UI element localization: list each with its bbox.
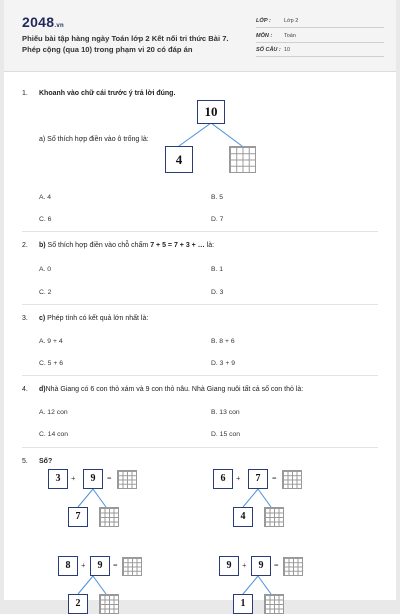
addend-box: 9 xyxy=(219,556,239,576)
question-text: Khoanh vào chữ cái trước ý trả lời đúng. xyxy=(39,90,176,97)
answer-grid[interactable] xyxy=(122,557,142,576)
q1-left-box: 4 xyxy=(165,146,193,173)
q1-option-a[interactable]: A. 4 xyxy=(39,194,52,201)
subquestion-text: a) Số thích hợp điền vào ô trống là: xyxy=(39,136,149,143)
q4-option-d[interactable]: D. 15 con xyxy=(211,431,241,438)
q3-option-d[interactable]: D. 3 + 9 xyxy=(211,360,235,367)
split-box: 1 xyxy=(233,594,253,614)
question-text: b) Số thích hợp điền vào chỗ chấm 7 + 5 = 7 + 3 + … là: xyxy=(39,242,215,249)
count-label: SỐ CÂU : xyxy=(256,47,281,53)
addend-box: 9 xyxy=(83,469,103,489)
equals-sign: = xyxy=(113,561,118,570)
plus-sign: + xyxy=(242,561,247,570)
q4-option-c[interactable]: C. 14 con xyxy=(39,431,69,438)
class-label: LỚP : xyxy=(256,18,271,24)
plus-sign: + xyxy=(81,561,86,570)
worksheet-page xyxy=(4,0,396,609)
count-value: 10 xyxy=(284,47,291,53)
split-answer-grid[interactable] xyxy=(264,507,284,527)
q2-option-d[interactable]: D. 3 xyxy=(211,289,224,296)
split-answer-grid[interactable] xyxy=(99,594,119,614)
equals-sign: = xyxy=(272,474,277,483)
q3-option-b[interactable]: B. 8 + 6 xyxy=(211,338,235,345)
q3-option-a[interactable]: A. 9 + 4 xyxy=(39,338,63,345)
question-number: 5. xyxy=(22,458,28,465)
class-value: Lớp 2 xyxy=(284,18,299,24)
q4-option-b[interactable]: B. 13 con xyxy=(211,409,240,416)
split-box: 4 xyxy=(233,507,253,527)
subject-label: MÔN : xyxy=(256,33,273,39)
q2-option-b[interactable]: B. 1 xyxy=(211,266,224,273)
question-number: 1. xyxy=(22,90,28,97)
addend-box: 9 xyxy=(251,556,271,576)
split-box: 2 xyxy=(68,594,88,614)
q1-option-b[interactable]: B. 5 xyxy=(211,194,224,201)
q1-option-d[interactable]: D. 7 xyxy=(211,216,224,223)
addend-box: 7 xyxy=(248,469,268,489)
q1-top-box: 10 xyxy=(197,100,225,124)
question-number: 2. xyxy=(22,242,28,249)
q2-option-a[interactable]: A. 0 xyxy=(39,266,52,273)
site-logo[interactable]: 2048.vn xyxy=(22,14,64,30)
split-answer-grid[interactable] xyxy=(99,507,119,527)
addend-box: 6 xyxy=(213,469,233,489)
addend-box: 9 xyxy=(90,556,110,576)
q1-option-c[interactable]: C. 6 xyxy=(39,216,52,223)
equals-sign: = xyxy=(274,561,279,570)
split-answer-grid[interactable] xyxy=(264,594,284,614)
addend-box: 8 xyxy=(58,556,78,576)
answer-grid[interactable] xyxy=(282,470,302,489)
question-number: 3. xyxy=(22,315,28,322)
plus-sign: + xyxy=(71,474,76,483)
answer-grid[interactable] xyxy=(117,470,137,489)
question-text: c) Phép tính có kết quả lớn nhất là: xyxy=(39,315,149,322)
plus-sign: + xyxy=(236,474,241,483)
equals-sign: = xyxy=(107,474,112,483)
split-box: 7 xyxy=(68,507,88,527)
question-text: Số? xyxy=(39,458,53,465)
q3-option-c[interactable]: C. 5 + 6 xyxy=(39,360,63,367)
subject-value: Toán xyxy=(284,33,296,39)
title-line-1: Phiếu bài tập hàng ngày Toán lớp 2 Kết nối tri thức Bài 7. xyxy=(22,34,229,43)
q4-option-a[interactable]: A. 12 con xyxy=(39,409,68,416)
q5-tree-lines xyxy=(4,0,396,600)
question-number: 4. xyxy=(22,386,28,393)
addend-box: 3 xyxy=(48,469,68,489)
q2-option-c[interactable]: C. 2 xyxy=(39,289,52,296)
answer-grid[interactable] xyxy=(283,557,303,576)
title-line-2: Phép cộng (qua 10) trong phạm vi 20 có đáp án xyxy=(22,45,193,54)
question-text: d)Nhà Giang có 6 con thỏ xám và 9 con thỏ nâu. Nhà Giang nuôi tất cả số con thỏ là: xyxy=(39,386,304,393)
